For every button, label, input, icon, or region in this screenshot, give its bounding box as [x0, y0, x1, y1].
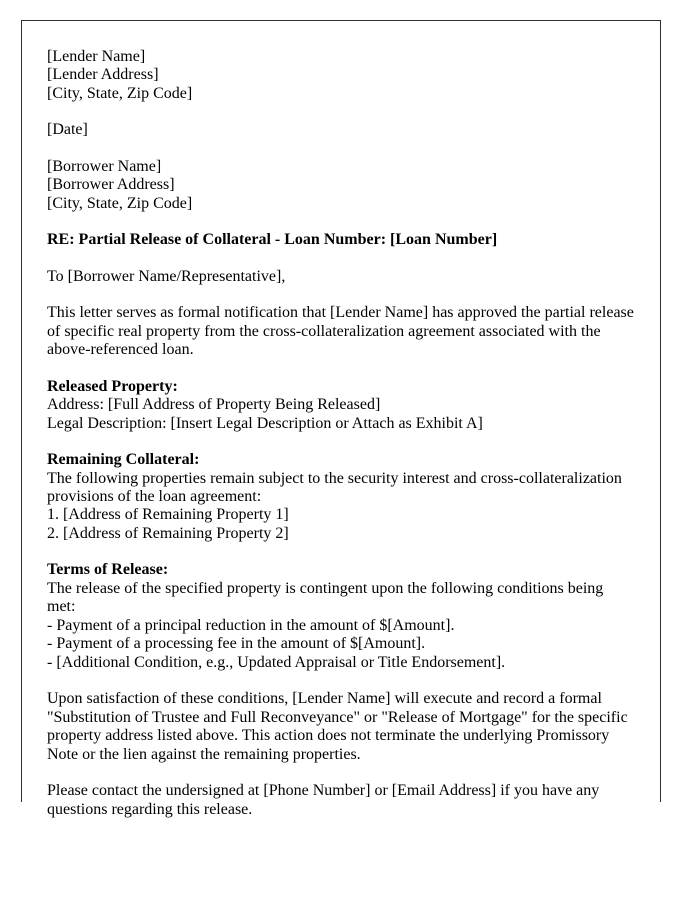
borrower-address: [Borrower Address] — [47, 176, 175, 194]
terms-condition-2: - Payment of a processing fee in the amount of $[Amount]. — [47, 635, 426, 653]
intro-paragraph: This letter serves as formal notification that [Lender Name] has approved the partial release of specific real property from the cross-collateralization agreement associated with the above-referenced loan. — [47, 304, 634, 359]
remaining-property-1: 1. [Address of Remaining Property 1] — [47, 506, 289, 524]
released-property-address: Address: [Full Address of Property Being Released] — [47, 396, 381, 414]
terms-of-release-heading: Terms of Release: — [47, 561, 169, 579]
salutation: To [Borrower Name/Representative], — [47, 267, 286, 285]
terms-of-release-intro: The release of the specified property is contingent upon the following conditions being met: — [47, 579, 604, 616]
letter-page-frame — [21, 20, 661, 818]
borrower-address-block — [47, 158, 634, 213]
execution-paragraph: Upon satisfaction of these conditions, [Lender Name] will execute and record a formal "Substitution of Trustee and Full Reconveyance" or "Release of Mortgage" for the specific property address listed above. This action does not terminate the underlying Promissory Note or the lien against the remaining properties. — [47, 690, 628, 763]
terms-condition-1: - Payment of a principal reduction in the amount of $[Amount]. — [47, 616, 455, 634]
lender-city-state-zip: [City, State, Zip Code] — [47, 84, 193, 102]
lender-address-block — [47, 48, 634, 103]
released-property-section — [47, 378, 634, 433]
borrower-name: [Borrower Name] — [47, 157, 162, 175]
contact-paragraph: Please contact the undersigned at [Phone Number] or [Email Address] if you have any questions regarding this release. — [47, 782, 600, 818]
remaining-collateral-intro: The following properties remain subject to the security interest and cross-collateralization provisions of the loan agreement: — [47, 469, 622, 505]
terms-of-release-section — [47, 561, 634, 672]
lender-name: [Lender Name] — [47, 48, 146, 65]
remaining-collateral-heading: Remaining Collateral: — [47, 451, 200, 469]
subject-line: RE: Partial Release of Collateral - Loan Number: [Loan Number] — [47, 231, 498, 249]
letter-body — [22, 21, 660, 819]
lender-address: [Lender Address] — [47, 66, 159, 84]
remaining-property-2: 2. [Address of Remaining Property 2] — [47, 524, 289, 542]
terms-condition-3: - [Additional Condition, e.g., Updated Appraisal or Title Endorsement]. — [47, 653, 506, 671]
released-property-legal-description: Legal Description: [Insert Legal Description or Attach as Exhibit A] — [47, 414, 483, 432]
remaining-collateral-section — [47, 451, 634, 543]
date-line: [Date] — [47, 121, 88, 139]
released-property-heading: Released Property: — [47, 377, 178, 395]
borrower-city-state-zip: [City, State, Zip Code] — [47, 194, 193, 212]
